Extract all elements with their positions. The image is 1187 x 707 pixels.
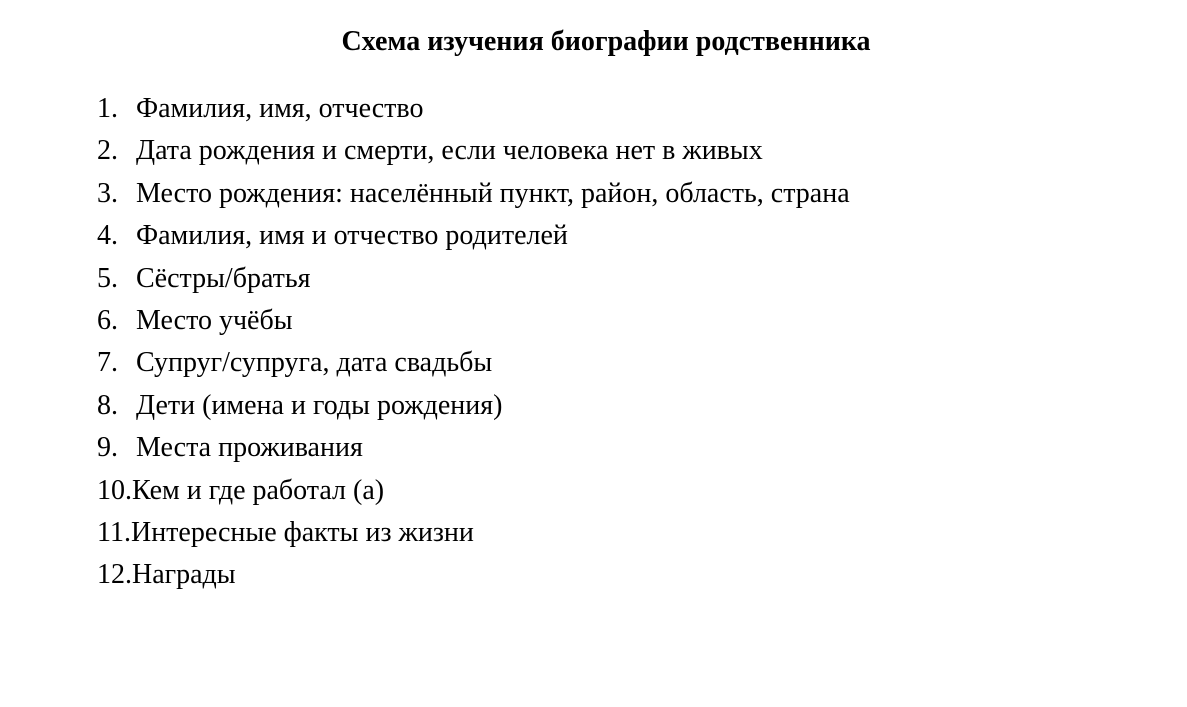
list-item [97, 258, 850, 300]
list-item-number: 9. [97, 432, 118, 464]
list-item [97, 427, 850, 469]
list-item [97, 88, 850, 130]
list-item-text: Кем и где работал (а) [132, 474, 385, 506]
list-item [97, 215, 850, 257]
list-item [97, 554, 850, 596]
list-item [97, 300, 850, 342]
list-item-text: Сёстры/братья [136, 262, 311, 294]
list-item-text: Фамилия, имя, отчество [136, 93, 424, 124]
list-item [97, 512, 850, 554]
list-item-text: Супруг/супруга, дата свадьбы [136, 347, 493, 379]
list-item-text: Фамилия, имя и отчество родителей [136, 220, 568, 252]
list-item [97, 173, 850, 215]
list-item-number: 7. [97, 347, 118, 379]
list-item-number: 8. [97, 389, 118, 421]
document-title: Схема изучения биографии родственника [341, 26, 871, 57]
list-item-text: Место учёбы [136, 304, 293, 336]
biography-outline-list [97, 88, 850, 597]
list-item-number: 5. [97, 262, 118, 294]
list-item-text: Места проживания [136, 432, 363, 464]
list-item-text: Награды [132, 559, 236, 591]
list-item-number: 6. [97, 304, 118, 336]
list-item [97, 130, 850, 172]
list-item-text: Место рождения: населённый пункт, район, область, страна [136, 177, 850, 209]
list-item-number: 12. [97, 559, 132, 591]
list-item-number: 4. [97, 220, 118, 252]
list-item-text: Интересные факты из жизни [130, 516, 474, 548]
list-item-number: 10. [97, 474, 132, 506]
list-item-number: 1. [97, 93, 118, 124]
list-item [97, 342, 850, 384]
list-item-text: Дата рождения и смерти, если человека нет в живых [136, 135, 763, 167]
list-item-number: 11. [97, 516, 131, 548]
list-item-text: Дети (имена и годы рождения) [136, 389, 503, 421]
list-item-number: 3. [97, 177, 118, 209]
list-item [97, 385, 850, 427]
list-item-number: 2. [97, 135, 118, 167]
list-item [97, 470, 850, 512]
